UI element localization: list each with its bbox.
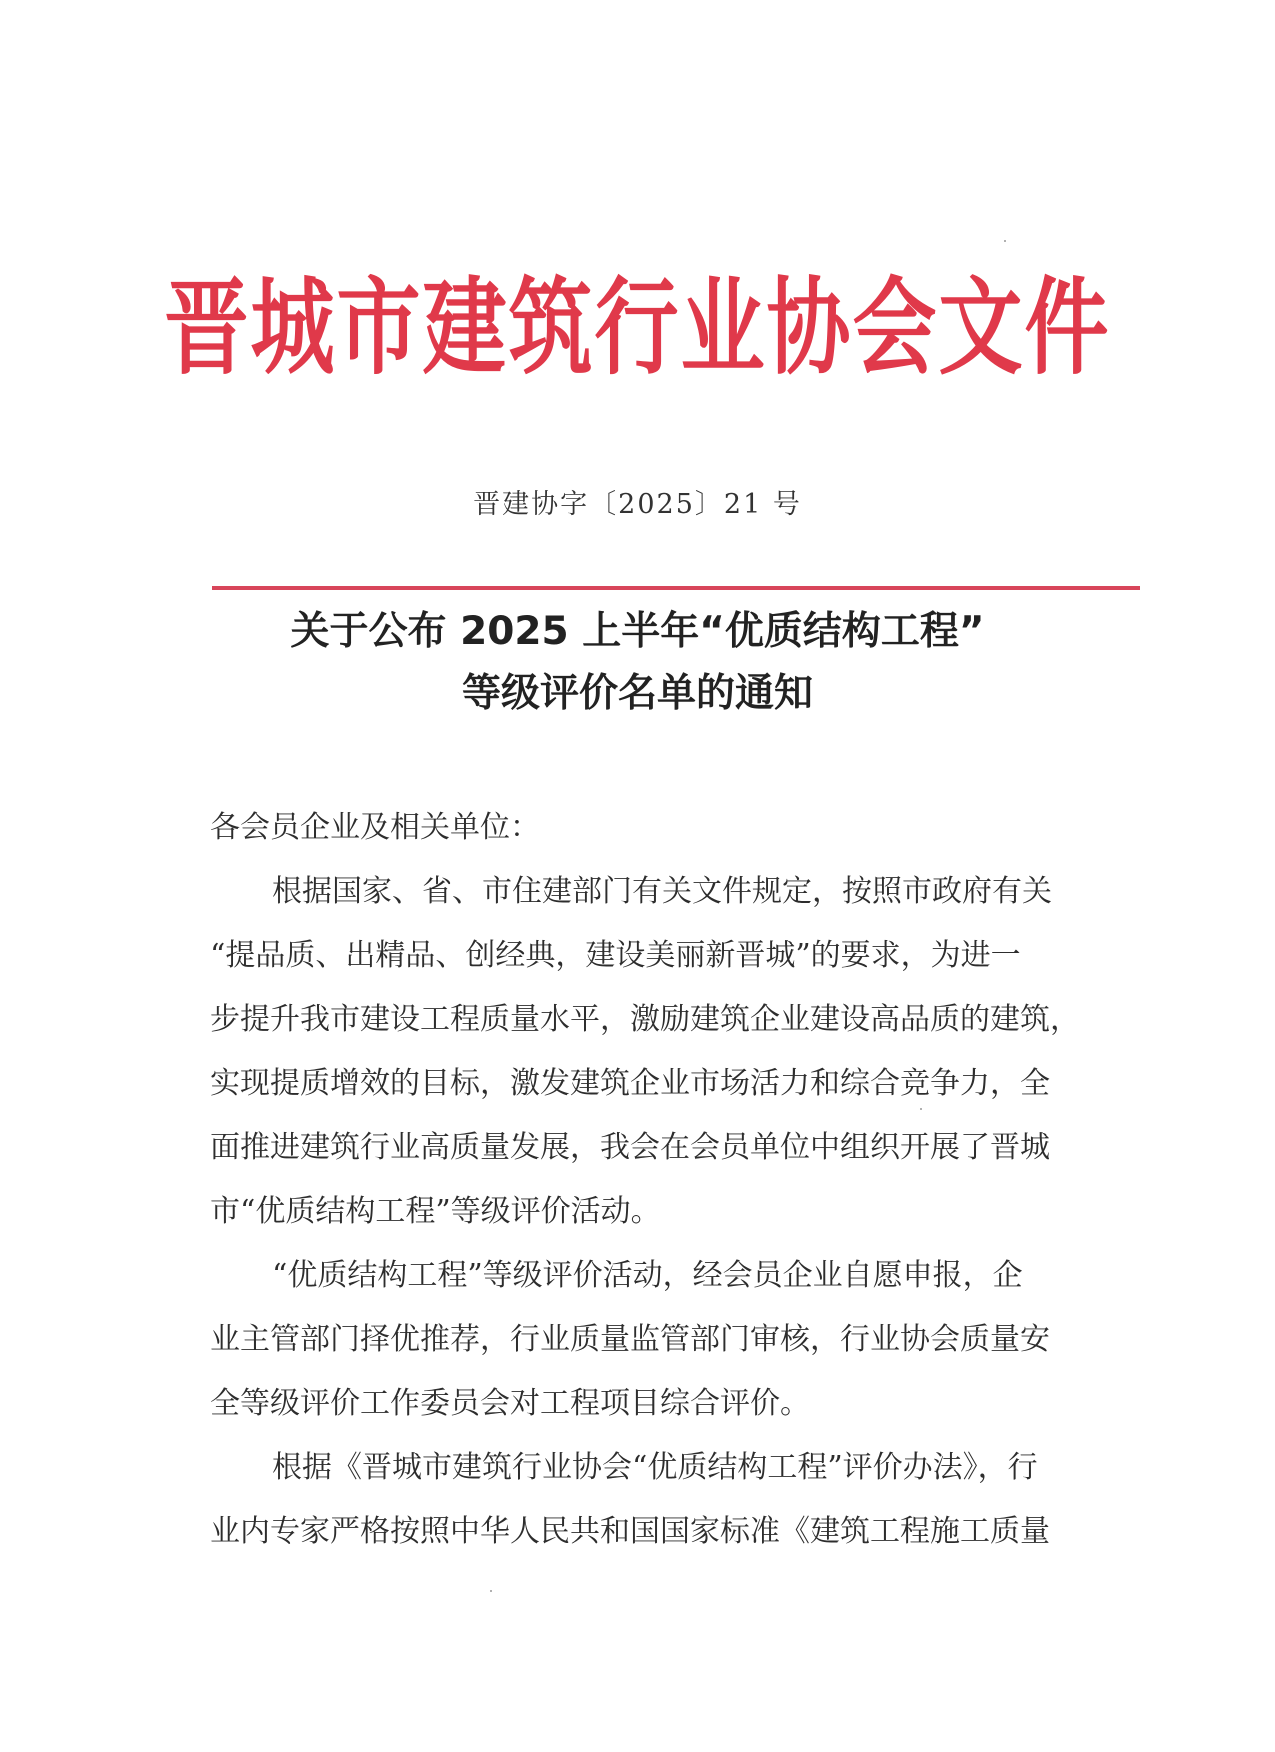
paragraph-1-line-1: 根据国家、省、市住建部门有关文件规定，按照市政府有关 xyxy=(272,874,1052,909)
document-number: 晋建协字〔2025〕21 号 xyxy=(473,489,802,520)
paragraph-2-line-3: 全等级评价工作委员会对工程项目综合评价。 xyxy=(210,1386,810,1421)
paragraph-1-line-2: “提品质、出精品、创经典，建设美丽新晋城”的要求，为进一 xyxy=(210,938,1021,973)
paragraph-3-line-1: 根据《晋城市建筑行业协会“优质结构工程”评价办法》，行 xyxy=(272,1450,1038,1485)
paragraph-1-line-4: 实现提质增效的目标，激发建筑企业市场活力和综合竞争力，全 xyxy=(210,1066,1050,1101)
paragraph-1-line-3: 步提升我市建设工程质量水平，激励建筑企业建设高品质的建筑， xyxy=(210,1002,1080,1037)
paragraph-3-line-2: 业内专家严格按照中华人民共和国国家标准《建筑工程施工质量 xyxy=(210,1514,1050,1549)
notice-title-line-2: 等级评价名单的通知 xyxy=(461,671,813,716)
salutation: 各会员企业及相关单位： xyxy=(210,810,540,845)
paragraph-1-line-6: 市“优质结构工程”等级评价活动。 xyxy=(210,1194,661,1229)
scan-speck xyxy=(920,1108,922,1110)
paragraph-1-line-5: 面推进建筑行业高质量发展，我会在会员单位中组织开展了晋城 xyxy=(210,1130,1050,1165)
paragraph-2-line-1: “优质结构工程”等级评价活动，经会员企业自愿申报，企 xyxy=(272,1258,1023,1293)
scan-speck xyxy=(490,1590,492,1592)
letterhead-title: 晋城市建筑行业协会文件 xyxy=(164,266,1111,389)
notice-title-line-1: 关于公布 2025 上半年“优质结构工程” xyxy=(290,609,985,654)
red-divider-line xyxy=(212,586,1140,590)
scan-speck xyxy=(1004,240,1006,242)
paragraph-2-line-2: 业主管部门择优推荐，行业质量监管部门审核，行业协会质量安 xyxy=(210,1322,1050,1357)
